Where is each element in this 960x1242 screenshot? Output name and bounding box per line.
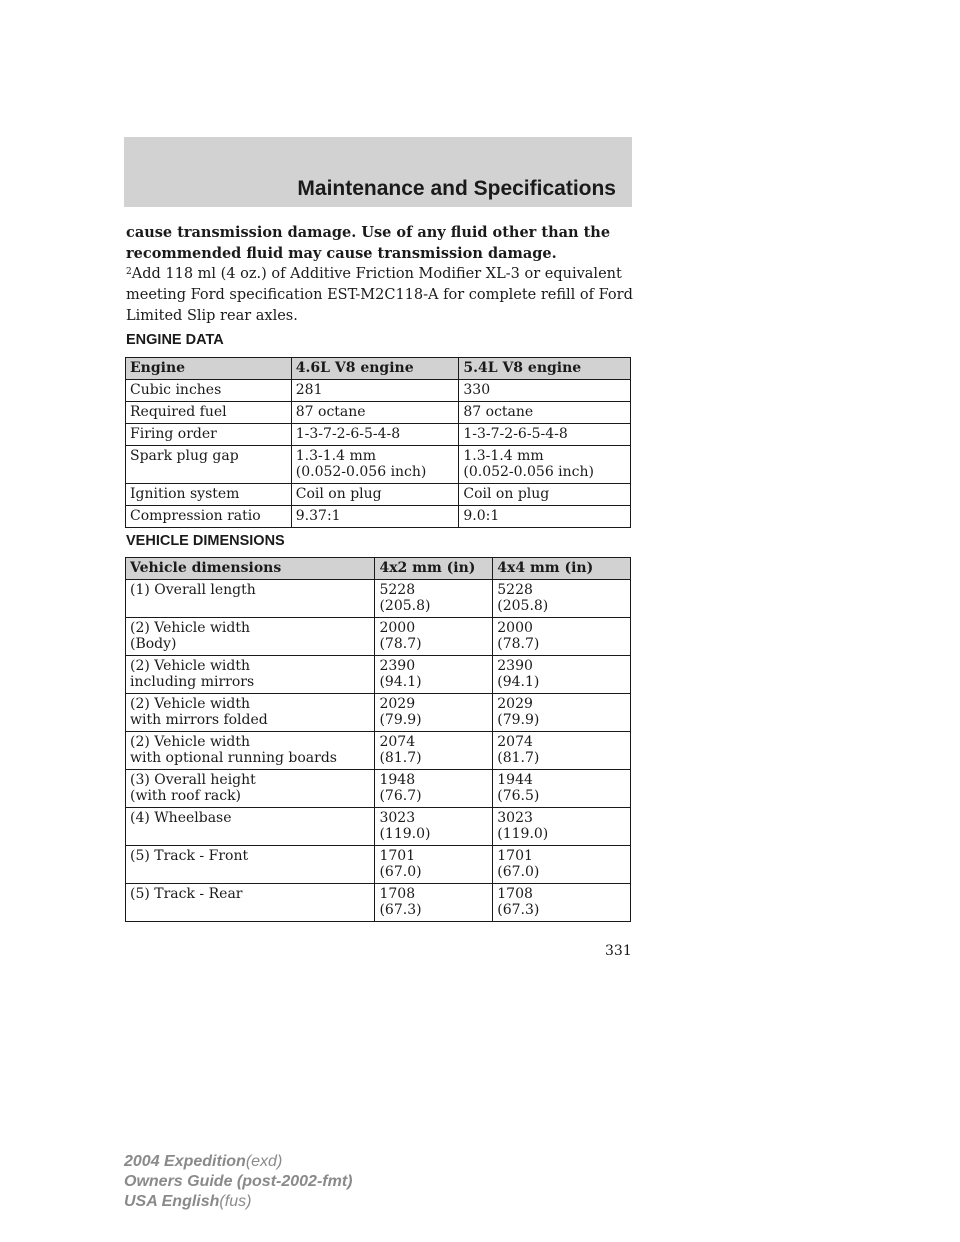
table-row <box>126 618 631 656</box>
table-cell: 87 octane <box>291 402 459 424</box>
page-number: 331 <box>605 943 632 959</box>
table-cell: 1.3-1.4 mm (0.052-0.056 inch) <box>291 446 459 484</box>
table-row <box>126 380 631 402</box>
table-cell: 2390 (94.1) <box>493 656 631 694</box>
transmission-warning-text: cause transmission damage. Use of any fluid other than the recommended fluid may cause transmission damage. <box>126 224 611 262</box>
footer-line-1 <box>124 1152 352 1172</box>
table-cell: 2074 (81.7) <box>493 732 631 770</box>
vehicle-dimensions-heading: VEHICLE DIMENSIONS <box>126 533 285 549</box>
table-cell: 2029 (79.9) <box>493 694 631 732</box>
table-cell: 2000 (78.7) <box>493 618 631 656</box>
column-header: 4x4 mm (in) <box>493 558 631 580</box>
table-cell: (5) Track - Rear <box>126 884 375 922</box>
footer-language: USA English <box>124 1193 220 1210</box>
column-header: 4x2 mm (in) <box>375 558 493 580</box>
vehicle-dimensions-table <box>125 557 631 922</box>
table-cell: 9.37:1 <box>291 506 459 528</box>
table-cell: (1) Overall length <box>126 580 375 618</box>
column-header: Vehicle dimensions <box>126 558 375 580</box>
table-cell: (4) Wheelbase <box>126 808 375 846</box>
footnote <box>126 264 646 327</box>
table-cell: 2074 (81.7) <box>375 732 493 770</box>
column-header: Engine <box>126 358 292 380</box>
table-row <box>126 580 631 618</box>
table-cell: 5228 (205.8) <box>493 580 631 618</box>
table-cell: 1944 (76.5) <box>493 770 631 808</box>
table-cell: Cubic inches <box>126 380 292 402</box>
table-cell: 87 octane <box>459 402 631 424</box>
footer-line-2 <box>124 1172 352 1192</box>
column-header: 5.4L V8 engine <box>459 358 631 380</box>
table-cell: Coil on plug <box>459 484 631 506</box>
table-cell: 2029 (79.9) <box>375 694 493 732</box>
footer-model: 2004 Expedition <box>124 1153 246 1170</box>
table-cell: (2) Vehicle width (Body) <box>126 618 375 656</box>
table-cell: Ignition system <box>126 484 292 506</box>
table-cell: 2390 (94.1) <box>375 656 493 694</box>
table-cell: 281 <box>291 380 459 402</box>
table-row <box>126 446 631 484</box>
table-row <box>126 732 631 770</box>
table-cell: (2) Vehicle width including mirrors <box>126 656 375 694</box>
table-row <box>126 506 631 528</box>
table-row <box>126 846 631 884</box>
table-cell: Coil on plug <box>291 484 459 506</box>
table-row <box>126 770 631 808</box>
table-cell: 2000 (78.7) <box>375 618 493 656</box>
table-row <box>126 424 631 446</box>
table-cell: 1948 (76.7) <box>375 770 493 808</box>
section-title: Maintenance and Specifications <box>297 177 616 200</box>
footnote-text: Add 118 ml (4 oz.) of Additive Friction Modifier XL-3 or equivalent meeting Ford specification EST-M2C118-A for complete refill of Ford Limited Slip rear axles. <box>126 266 633 324</box>
table-row <box>126 656 631 694</box>
table-cell: 1-3-7-2-6-5-4-8 <box>459 424 631 446</box>
table-cell: (5) Track - Front <box>126 846 375 884</box>
footer-model-code: (exd) <box>245 1153 283 1170</box>
document-footer <box>124 1152 352 1212</box>
table-cell: 1701 (67.0) <box>493 846 631 884</box>
table-cell: 1-3-7-2-6-5-4-8 <box>291 424 459 446</box>
dimensions-table-header-row <box>126 558 631 580</box>
table-row <box>126 884 631 922</box>
table-cell: (3) Overall height (with roof rack) <box>126 770 375 808</box>
engine-data-table <box>125 357 631 528</box>
table-cell: 1701 (67.0) <box>375 846 493 884</box>
footnote-marker: 2 <box>126 267 132 277</box>
table-cell: Firing order <box>126 424 292 446</box>
footer-guide: Owners Guide (post-2002-fmt) <box>124 1173 353 1190</box>
footer-language-code: (fus) <box>219 1193 252 1210</box>
table-cell: 3023 (119.0) <box>375 808 493 846</box>
table-cell: 9.0:1 <box>459 506 631 528</box>
table-cell: Compression ratio <box>126 506 292 528</box>
table-row <box>126 402 631 424</box>
table-row <box>126 694 631 732</box>
table-cell: 5228 (205.8) <box>375 580 493 618</box>
footer-line-3 <box>124 1192 352 1212</box>
table-cell: 330 <box>459 380 631 402</box>
table-cell: (2) Vehicle width with mirrors folded <box>126 694 375 732</box>
table-row <box>126 808 631 846</box>
table-cell: 1708 (67.3) <box>493 884 631 922</box>
table-cell: 1.3-1.4 mm (0.052-0.056 inch) <box>459 446 631 484</box>
engine-data-heading: ENGINE DATA <box>126 332 224 348</box>
engine-table-header-row <box>126 358 631 380</box>
column-header: 4.6L V8 engine <box>291 358 459 380</box>
table-cell: (2) Vehicle width with optional running boards <box>126 732 375 770</box>
table-cell: 3023 (119.0) <box>493 808 631 846</box>
table-cell: Spark plug gap <box>126 446 292 484</box>
table-cell: Required fuel <box>126 402 292 424</box>
table-cell: 1708 (67.3) <box>375 884 493 922</box>
section-header-band <box>124 137 632 207</box>
table-row <box>126 484 631 506</box>
